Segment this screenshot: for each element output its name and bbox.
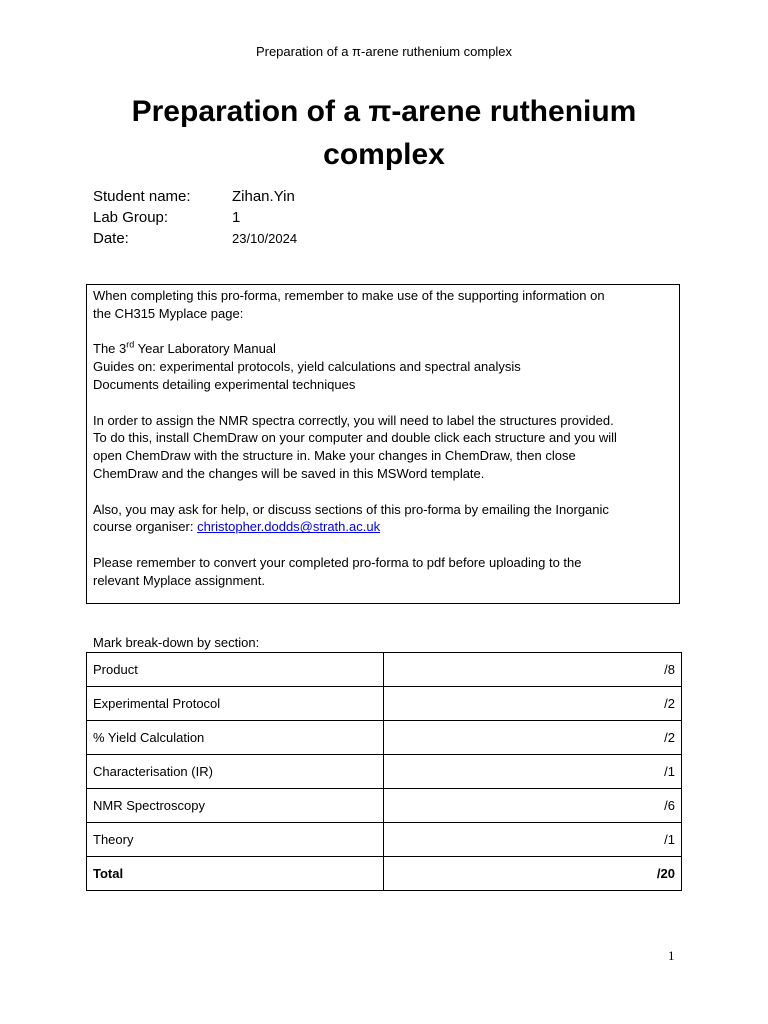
intro-line-1: When completing this pro-forma, remember to make use of the supporting information on	[93, 288, 605, 303]
pdf-line-2: relevant Myplace assignment.	[93, 572, 265, 588]
date-row	[93, 228, 297, 249]
manual-line: The 3rd Year Laboratory Manual	[93, 340, 276, 357]
date-value: 23/10/2024	[232, 231, 298, 246]
section-cell: Product	[87, 653, 384, 687]
student-info	[93, 186, 297, 249]
section-cell: Experimental Protocol	[87, 687, 384, 721]
student-name-value: Zihan.Yin	[232, 188, 295, 205]
section-cell: % Yield Calculation	[87, 721, 384, 755]
total-label-cell: Total	[87, 857, 384, 891]
help-line-1: Also, you may ask for help, or discuss sections of this pro-forma by emailing the Inorganic	[93, 501, 609, 517]
nmr-line-1: In order to assign the NMR spectra correctly, you will need to label the structures provided.	[93, 412, 614, 428]
resources-paragraph	[93, 340, 673, 393]
table-row	[87, 789, 682, 823]
manual-superscript: rd	[126, 340, 135, 351]
help-line-2: course organiser: christopher.dodds@strath.ac.uk	[93, 519, 381, 535]
student-name-label: Student name:	[93, 188, 191, 205]
pdf-line-1: Please remember to convert your completed pro-forma to pdf before uploading to the	[93, 554, 582, 570]
section-cell: NMR Spectroscopy	[87, 789, 384, 823]
mark-cell: /1	[384, 823, 682, 857]
lab-group-value: 1	[232, 209, 241, 226]
marks-table	[86, 652, 682, 891]
nmr-line-3: open ChemDraw with the structure in. Make your changes in ChemDraw, then close	[93, 448, 576, 464]
instructions-box	[86, 284, 680, 604]
page-title	[0, 90, 768, 176]
lab-group-row	[93, 207, 297, 228]
section-cell: Characterisation (IR)	[87, 755, 384, 789]
marks-heading: Mark break-down by section:	[93, 635, 260, 650]
total-row	[87, 857, 682, 891]
table-row	[87, 687, 682, 721]
student-name-row	[93, 186, 297, 207]
title-line-1: Preparation of a π-arene ruthenium	[131, 95, 637, 128]
table-row	[87, 823, 682, 857]
mark-cell: /8	[384, 653, 682, 687]
pdf-paragraph	[93, 554, 673, 590]
nmr-paragraph	[93, 412, 673, 483]
table-row	[87, 653, 682, 687]
mark-cell: /2	[384, 721, 682, 755]
total-mark-cell: /20	[384, 857, 682, 891]
documents-line: Documents detailing experimental techniques	[93, 376, 356, 392]
table-row	[87, 755, 682, 789]
organiser-email-link[interactable]: christopher.dodds@strath.ac.uk	[197, 519, 381, 535]
intro-line-2: the CH315 Myplace page:	[93, 305, 244, 321]
intro-paragraph	[93, 287, 673, 323]
help-paragraph	[93, 501, 673, 537]
mark-cell: /6	[384, 789, 682, 823]
running-header: Preparation of a π-arene ruthenium complex	[255, 44, 513, 59]
title-line-2: complex	[323, 138, 445, 171]
mark-cell: /1	[384, 755, 682, 789]
section-cell: Theory	[87, 823, 384, 857]
lab-group-label: Lab Group:	[93, 209, 169, 226]
page-number: 1	[668, 948, 675, 963]
nmr-line-2: To do this, install ChemDraw on your computer and double click each structure and you will	[93, 430, 617, 446]
date-label: Date:	[93, 230, 129, 247]
mark-cell: /2	[384, 687, 682, 721]
table-row	[87, 721, 682, 755]
guides-line: Guides on: experimental protocols, yield calculations and spectral analysis	[93, 359, 521, 375]
nmr-line-4: ChemDraw and the changes will be saved in this MSWord template.	[93, 465, 485, 481]
